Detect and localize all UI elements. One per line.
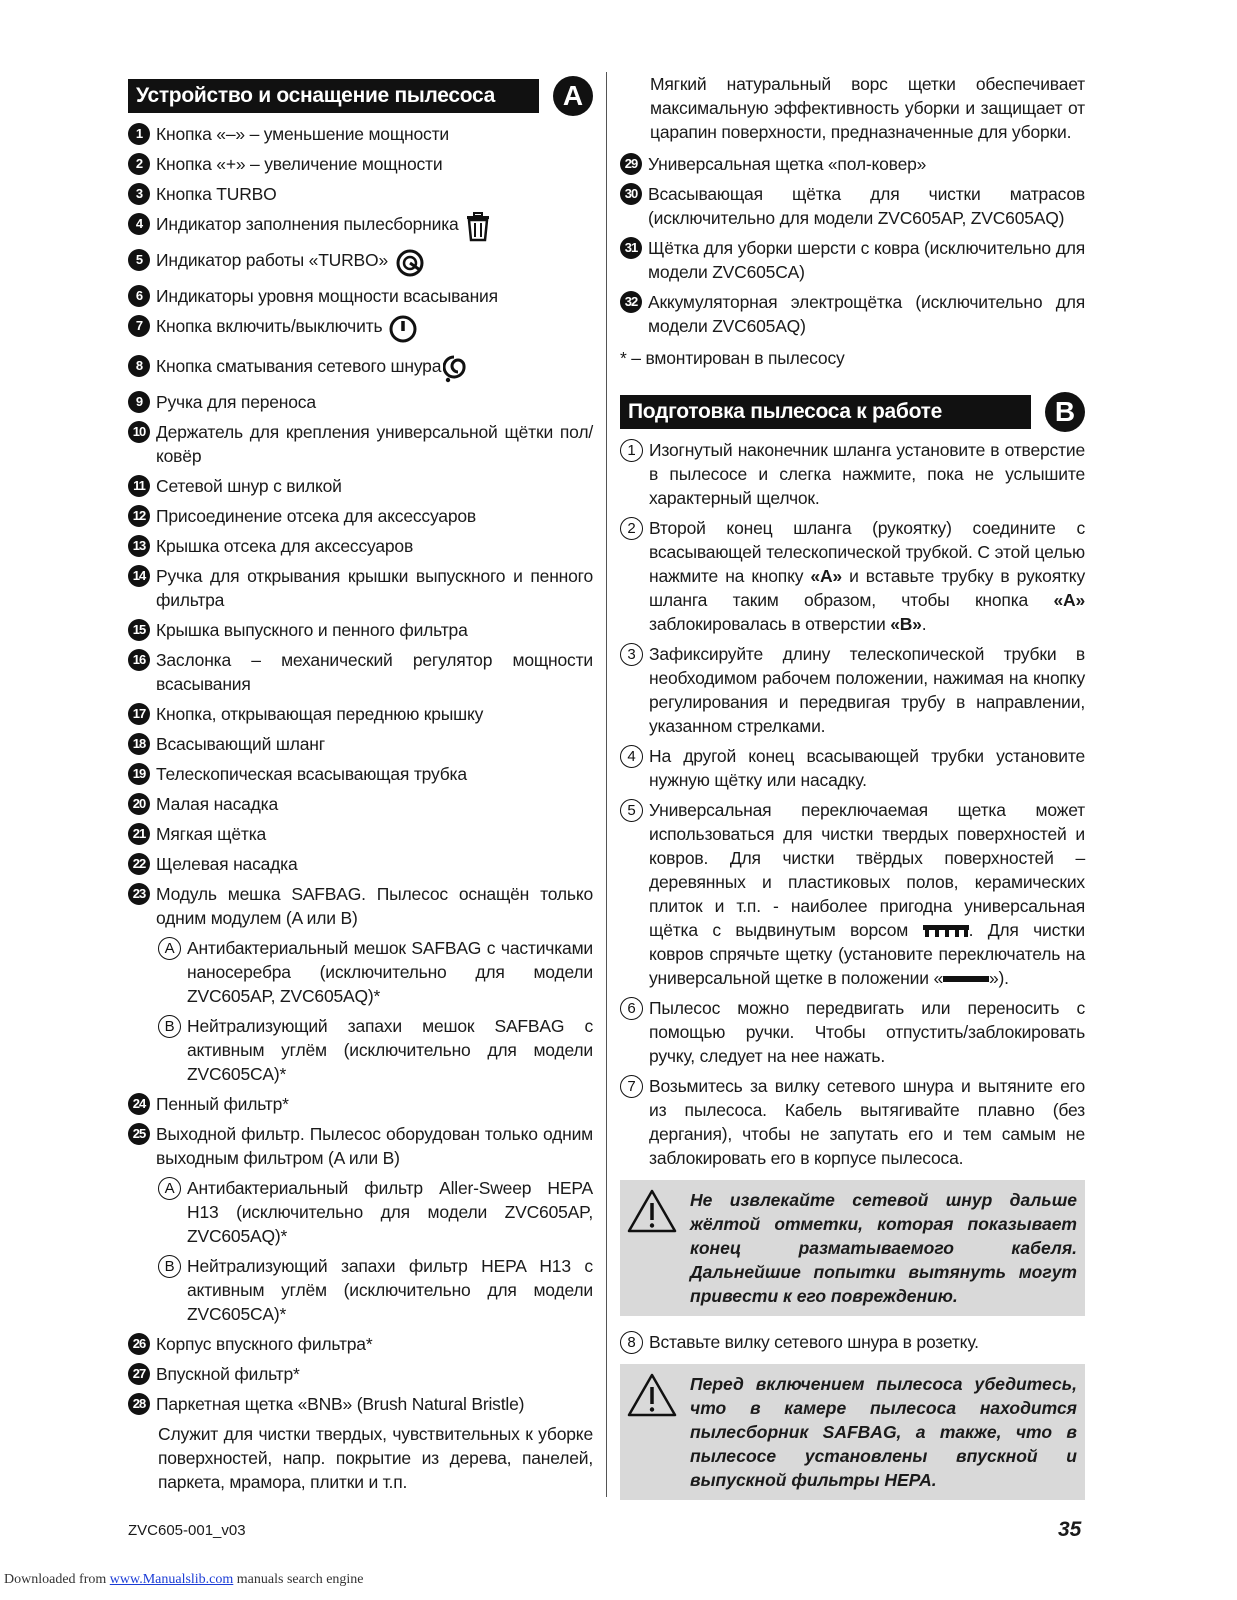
list-item — [128, 1332, 593, 1356]
step-text: Изогнутый наконечник шланга установите в отверстие в пылесосе и слегка нажмите, пока не услышите характерный щелчок. — [649, 440, 1085, 508]
list-item — [128, 1092, 593, 1116]
item-text: Универсальная щетка «пол-ковер» — [648, 154, 927, 174]
footnote: * – вмонтирован в пылесосу — [620, 348, 845, 368]
item-number: 26 — [128, 1333, 150, 1355]
item-number: 11 — [128, 475, 150, 497]
sub-item-letter: A — [158, 1177, 181, 1200]
item-text: Всасывающий шланг — [156, 734, 325, 754]
item-number: 20 — [128, 793, 150, 815]
list-item — [128, 618, 593, 642]
item-number: 1 — [128, 123, 150, 145]
list-item — [128, 702, 593, 726]
download-suffix: manuals search engine — [233, 1572, 364, 1587]
list-item — [620, 152, 1085, 176]
item-number: 18 — [128, 733, 150, 755]
section-badge-a: A — [553, 76, 593, 116]
list-item — [128, 122, 593, 146]
left-column — [128, 72, 593, 1502]
step-number: 2 — [620, 517, 643, 540]
item-text: Корпус впускного фильтра* — [156, 1334, 373, 1354]
item-number: 3 — [128, 183, 150, 205]
item-text: Кнопка сматывания сетевого шнура — [156, 356, 442, 376]
item-text: Ручка для открывания крышки выпускного и пенного фильтра — [156, 566, 593, 610]
button-label-a: «A» — [810, 566, 842, 586]
list-item — [620, 236, 1085, 284]
right-column — [620, 72, 1085, 1514]
item-text: Аккумуляторная электрощётка (исключительно для модели ZVC605AQ) — [648, 292, 1085, 336]
list-item — [128, 822, 593, 846]
list-item — [128, 1362, 593, 1386]
opening-label-b: «B» — [890, 614, 922, 634]
cord-rewind-icon — [443, 354, 473, 384]
item-text: Индикаторы уровня мощности всасывания — [156, 286, 498, 306]
item-number: 31 — [620, 237, 642, 259]
step-text — [649, 798, 1085, 990]
download-prefix: Downloaded from — [4, 1572, 110, 1587]
item-text: Впускной фильтр* — [156, 1364, 300, 1384]
item-number: 2 — [128, 153, 150, 175]
item-text: Малая насадка — [156, 794, 279, 814]
step-item — [620, 798, 1085, 990]
step-text-part: . Для чистки ковров спрячьте щетку (установите переключатель на универсальной щетке в положении « — [649, 920, 1085, 988]
item-text: Индикатор работы «TURBO» — [156, 250, 388, 270]
step-number: 8 — [620, 1331, 643, 1354]
step-text-part: »). — [989, 968, 1009, 988]
list-item — [128, 390, 593, 414]
sub-item-text: Нейтрализующий запахи мешок SAFBAG с активным углём (исключительно для модели ZVC605CA)* — [187, 1016, 593, 1084]
sub-item — [158, 1014, 593, 1086]
sub-item-text: Нейтрализующий запахи фильтр HEPA H13 с активным углём (исключительно для модели ZVC605CA)* — [187, 1256, 593, 1324]
item-text: Телескопическая всасывающая трубка — [156, 764, 467, 784]
sub-item — [158, 1254, 593, 1326]
item-text: Присоединение отсека для аксессуаров — [156, 506, 476, 526]
item-text: Выходной фильтр. Пылесос оборудован только одним выходным фильтром (A или B) — [156, 1124, 593, 1168]
sub-item-letter: A — [158, 937, 181, 960]
list-item — [128, 212, 593, 242]
item-number: 8 — [128, 355, 150, 377]
list-item — [128, 420, 593, 468]
item-number: 19 — [128, 763, 150, 785]
sub-item — [158, 1176, 593, 1248]
list-item — [128, 1122, 593, 1170]
item-number: 30 — [620, 183, 642, 205]
item-number: 28 — [128, 1393, 150, 1415]
list-item — [128, 648, 593, 696]
list-item — [128, 762, 593, 786]
step-item — [620, 1074, 1085, 1170]
item-text: Кнопка TURBO — [156, 184, 277, 204]
download-banner — [4, 1572, 364, 1588]
item-text: Заслонка – механический регулятор мощности всасывания — [156, 650, 593, 694]
item-number: 29 — [620, 153, 642, 175]
item-text: Индикатор заполнения пылесборника — [156, 214, 459, 234]
step-text: На другой конец всасывающей трубки установите нужную щётку или насадку. — [649, 746, 1085, 790]
item-number: 22 — [128, 853, 150, 875]
item-text: Кнопка «–» – уменьшение мощности — [156, 124, 449, 144]
item-number: 6 — [128, 285, 150, 307]
warning-text: Перед включением пылесоса убедитесь, что в камере пылесоса находится пылесборник SAFBAG, а также, что в пылесосе установлены впускной и выпускной фильтры HEPA. — [690, 1374, 1077, 1490]
step-text-part: . — [921, 614, 927, 634]
item-number: 10 — [128, 421, 150, 443]
item-text: Кнопка, открывающая переднюю крышку — [156, 704, 484, 724]
sub-item-text: Антибактериальный фильтр Aller-Sweep HEPA H13 (исключительно для модели ZVC605AP, ZVC605AQ)* — [187, 1178, 593, 1246]
column-divider — [606, 72, 607, 1497]
sub-item-letter: B — [158, 1015, 181, 1038]
manualslib-link[interactable]: www.Manualslib.com — [109, 1572, 234, 1587]
warning-triangle-icon — [626, 1372, 678, 1418]
item-number: 25 — [128, 1123, 150, 1145]
warning-box — [620, 1180, 1085, 1316]
sub-item-letter: B — [158, 1255, 181, 1278]
item-number: 17 — [128, 703, 150, 725]
step-number: 7 — [620, 1075, 643, 1098]
bristles-extended-icon — [923, 924, 969, 938]
item-number: 14 — [128, 565, 150, 587]
item-text: Кнопка включить/выключить — [156, 316, 383, 336]
step-text: Возьмитесь за вилку сетевого шнура и вытяните его из пылесоса. Кабель вытягивайте плавно (без дергания), чтобы не запутать его и тем самым не заблокировать его в корпусе пылесоса. — [649, 1076, 1085, 1168]
item-text: Всасывающая щётка для чистки матрасов (исключительно для модели ZVC605AP, ZVC605AQ) — [648, 184, 1085, 228]
step-text: Вставьте вилку сетевого шнура в розетку. — [649, 1332, 979, 1352]
item-text: Щётка для уборки шерсти с ковра (исключительно для модели ZVC605CA) — [648, 238, 1085, 282]
list-item — [128, 152, 593, 176]
item-text: Кнопка «+» – увеличение мощности — [156, 154, 443, 174]
list-item — [128, 882, 593, 930]
list-item — [128, 314, 593, 344]
trash-bin-icon — [465, 212, 491, 242]
section-header-a — [128, 76, 593, 116]
power-icon — [388, 314, 418, 344]
list-item — [128, 354, 593, 384]
list-item — [128, 1392, 593, 1416]
list-item — [128, 474, 593, 498]
step-number: 1 — [620, 439, 643, 462]
item-description: Служит для чистки твердых, чувствительных к уборке поверхностей, напр. покрытие из дерева, панелей, паркета, мрамора, плитки и т.п. — [158, 1424, 593, 1492]
warning-triangle-icon — [626, 1188, 678, 1234]
list-item — [128, 284, 593, 308]
section-title-a: Устройство и оснащение пылесоса — [128, 79, 539, 113]
list-item — [128, 732, 593, 756]
section-badge-b: B — [1045, 392, 1085, 432]
step-number: 3 — [620, 643, 643, 666]
step-text: Зафиксируйте длину телескопической трубки в необходимом рабочем положении, нажимая на кнопку регулирования и передвигая трубу в направлении, указанном стрелками. — [649, 644, 1085, 736]
item-text: Пенный фильтр* — [156, 1094, 289, 1114]
list-item — [620, 290, 1085, 338]
item-number: 13 — [128, 535, 150, 557]
item-number: 16 — [128, 649, 150, 671]
step-item — [620, 642, 1085, 738]
step-item — [620, 744, 1085, 792]
list-item — [128, 852, 593, 876]
sub-item-text: Антибактериальный мешок SAFBAG с частичками наносеребра (исключительно для модели ZVC605AP, ZVC605AQ)* — [187, 938, 593, 1006]
list-item — [128, 182, 593, 206]
bristles-retracted-icon — [943, 974, 989, 984]
item-number: 24 — [128, 1093, 150, 1115]
step-item — [620, 996, 1085, 1068]
item-number: 5 — [128, 249, 150, 271]
list-item — [620, 182, 1085, 230]
list-item — [128, 248, 593, 278]
step-item — [620, 516, 1085, 636]
item-number: 4 — [128, 213, 150, 235]
step-item — [620, 1330, 1085, 1354]
step-text-part: Универсальная переключаемая щетка может использоваться для чистки твердых поверхностей и ковров. Для чистки твёрдых поверхностей – деревянных и пластиковых полов, керамических плиток и т.п. - наиболее пригодна универсальная щётка с выдвинутым ворсом — [649, 800, 1085, 940]
item-text: Модуль мешка SAFBAG. Пылесос оснащён только одним модулем (A или B) — [156, 884, 593, 928]
step-text — [649, 516, 1085, 636]
item-number: 32 — [620, 291, 642, 313]
item-text: Мягкая щётка — [156, 824, 267, 844]
list-item — [128, 534, 593, 558]
item-number: 9 — [128, 391, 150, 413]
list-item — [128, 504, 593, 528]
item-number: 7 — [128, 315, 150, 337]
item-text: Крышка выпускного и пенного фильтра — [156, 620, 468, 640]
step-text-part: Второй конец шланга (рукоятку) соедините с всасывающей телескопической трубкой. С этой целью нажмите на кнопку — [649, 518, 1085, 586]
list-item — [128, 792, 593, 816]
step-text-part: и вставьте трубку в рукоятку шланга таким образом, чтобы кнопка — [649, 566, 1085, 610]
item-number: 15 — [128, 619, 150, 641]
item-text: Ручка для переноса — [156, 392, 316, 412]
warning-text: Не извлекайте сетевой шнур дальше жёлтой отметки, которая показывает конец разматываемого кабеля. Дальнейшие попытки вытянуть могут привести к его повреждению. — [690, 1190, 1077, 1306]
list-item — [128, 564, 593, 612]
item-text: Щелевая насадка — [156, 854, 298, 874]
item-text: Паркетная щетка «BNB» (Brush Natural Bristle) — [156, 1394, 525, 1414]
item-number: 27 — [128, 1363, 150, 1385]
step-text: Пылесос можно передвигать или переносить с помощью ручки. Чтобы отпустить/заблокировать ручку, следует на нее нажать. — [649, 998, 1085, 1066]
step-number: 5 — [620, 799, 643, 822]
step-text-part: заблокировалась в отверстии — [649, 614, 891, 634]
item-number: 23 — [128, 883, 150, 905]
page-number: 35 — [1058, 1518, 1082, 1541]
item-number: 21 — [128, 823, 150, 845]
turbo-indicator-icon — [394, 248, 426, 278]
button-label-a: «A» — [1053, 590, 1085, 610]
item-description: Мягкий натуральный ворс щетки обеспечивает максимальную эффективность уборки и защищает от царапин поверхности, предназначенные для уборки. — [650, 74, 1085, 142]
item-text: Держатель для крепления универсальной щётки пол/ковёр — [156, 422, 593, 466]
document-code: ZVC605-001_v03 — [128, 1522, 246, 1539]
item-text: Крышка отсека для аксессуаров — [156, 536, 414, 556]
item-text: Сетевой шнур с вилкой — [156, 476, 342, 496]
step-item — [620, 438, 1085, 510]
section-title-b: Подготовка пылесоса к работе — [620, 395, 1031, 429]
section-header-b — [620, 392, 1085, 432]
sub-item — [158, 936, 593, 1008]
item-number: 12 — [128, 505, 150, 527]
warning-box — [620, 1364, 1085, 1500]
step-number: 4 — [620, 745, 643, 768]
step-number: 6 — [620, 997, 643, 1020]
